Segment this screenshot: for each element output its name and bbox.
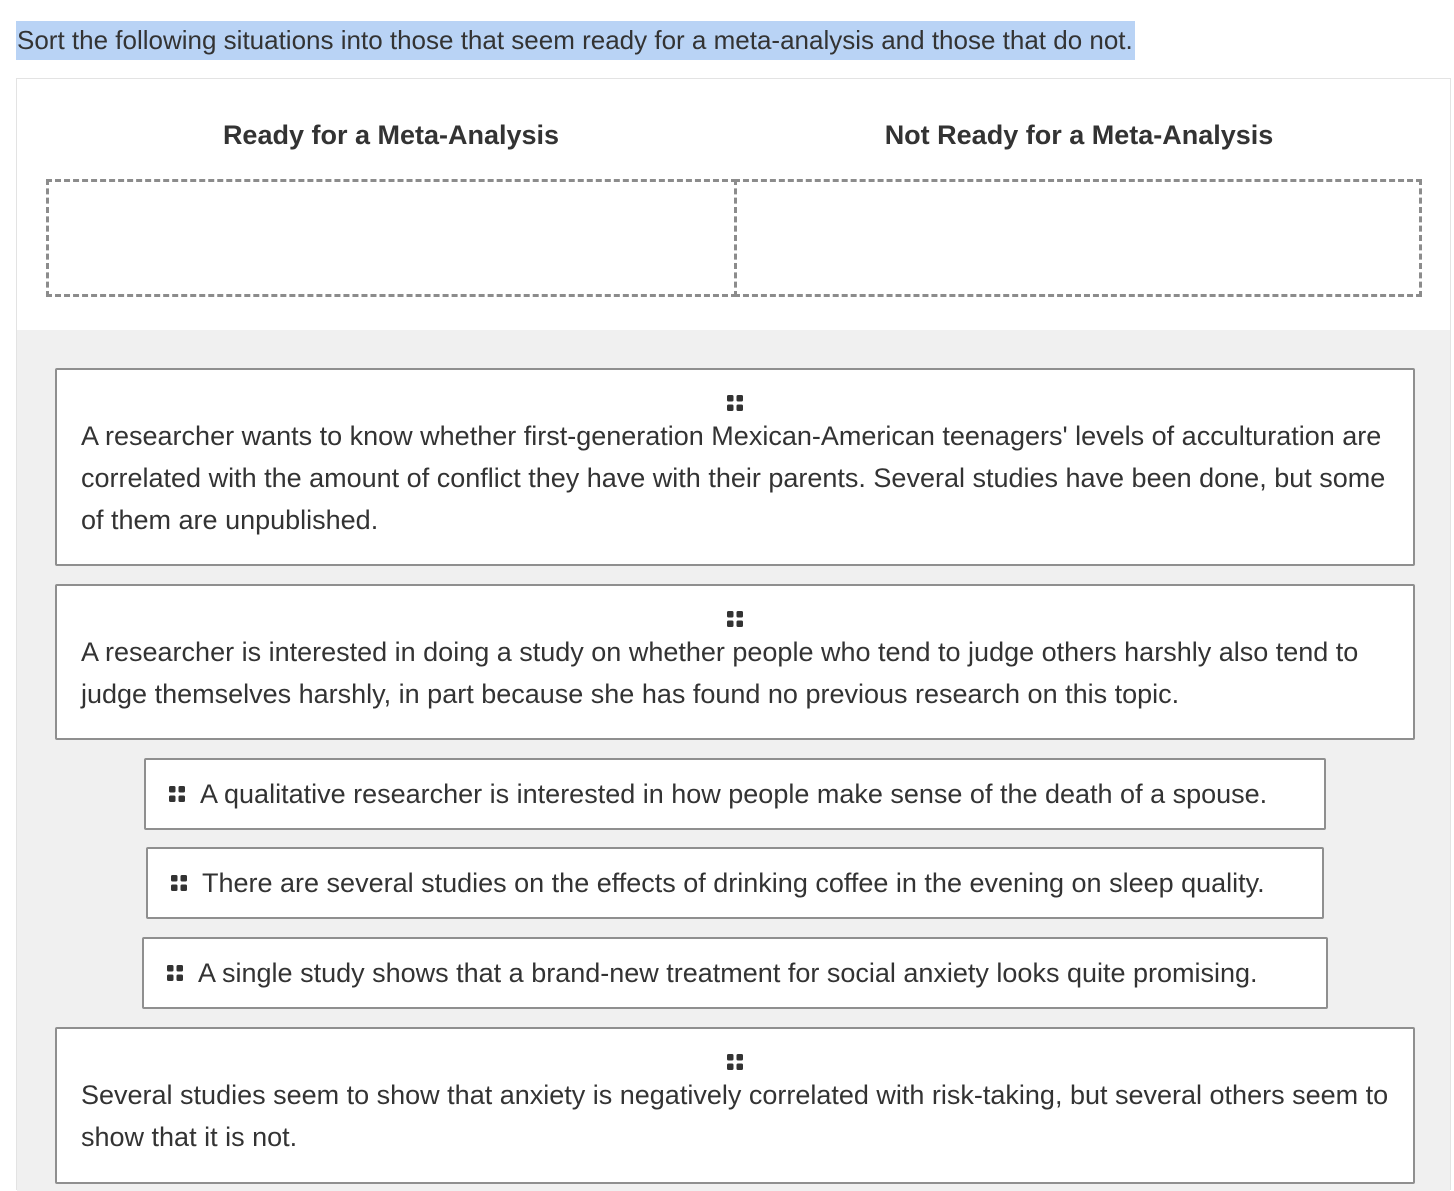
- item-text: There are several studies on the effects of drinking coffee in the evening on sleep quality.: [202, 868, 1265, 898]
- question-prompt: Sort the following situations into those that seem ready for a meta-analysis and those that do not.: [16, 21, 1135, 60]
- dropzone-not-ready[interactable]: [734, 179, 1422, 297]
- item-text: A researcher is interested in doing a study on whether people who tend to judge others harshly also tend to judge themselves harshly, in part because she has found no previous research on this topic.: [81, 637, 1359, 709]
- drag-handle-icon: [166, 964, 184, 982]
- draggable-item[interactable]: [55, 1027, 1415, 1184]
- drag-handle-icon: [726, 610, 744, 628]
- draggable-item[interactable]: [55, 368, 1415, 566]
- category-heading-ready: Ready for a Meta-Analysis: [222, 120, 560, 150]
- category-heading-not-ready: Not Ready for a Meta-Analysis: [884, 120, 1274, 150]
- dropzone-ready[interactable]: [46, 179, 737, 297]
- draggable-item[interactable]: [142, 937, 1328, 1009]
- drag-handle-icon: [726, 1053, 744, 1071]
- question-prompt-container: [16, 21, 1135, 60]
- drag-handle-icon: [726, 394, 744, 412]
- drag-handle-icon: [168, 785, 186, 803]
- item-text: A qualitative researcher is interested in how people make sense of the death of a spouse.: [200, 779, 1268, 809]
- drag-handle-icon: [170, 874, 188, 892]
- item-text: A researcher wants to know whether first-generation Mexican-American teenagers' levels of acculturation are correlated with the amount of conflict they have with their parents. Several studies have been done, but some of them are unpublished.: [81, 421, 1386, 535]
- draggable-item[interactable]: [144, 758, 1326, 830]
- draggable-item[interactable]: [146, 847, 1324, 919]
- item-text: A single study shows that a brand-new treatment for social anxiety looks quite promising.: [198, 958, 1258, 988]
- item-text: Several studies seem to show that anxiety is negatively correlated with risk-taking, but several others seem to show that it is not.: [81, 1080, 1389, 1152]
- item-bank: [17, 330, 1450, 1191]
- draggable-item[interactable]: [55, 584, 1415, 740]
- drag-and-drop-question: [16, 78, 1451, 1190]
